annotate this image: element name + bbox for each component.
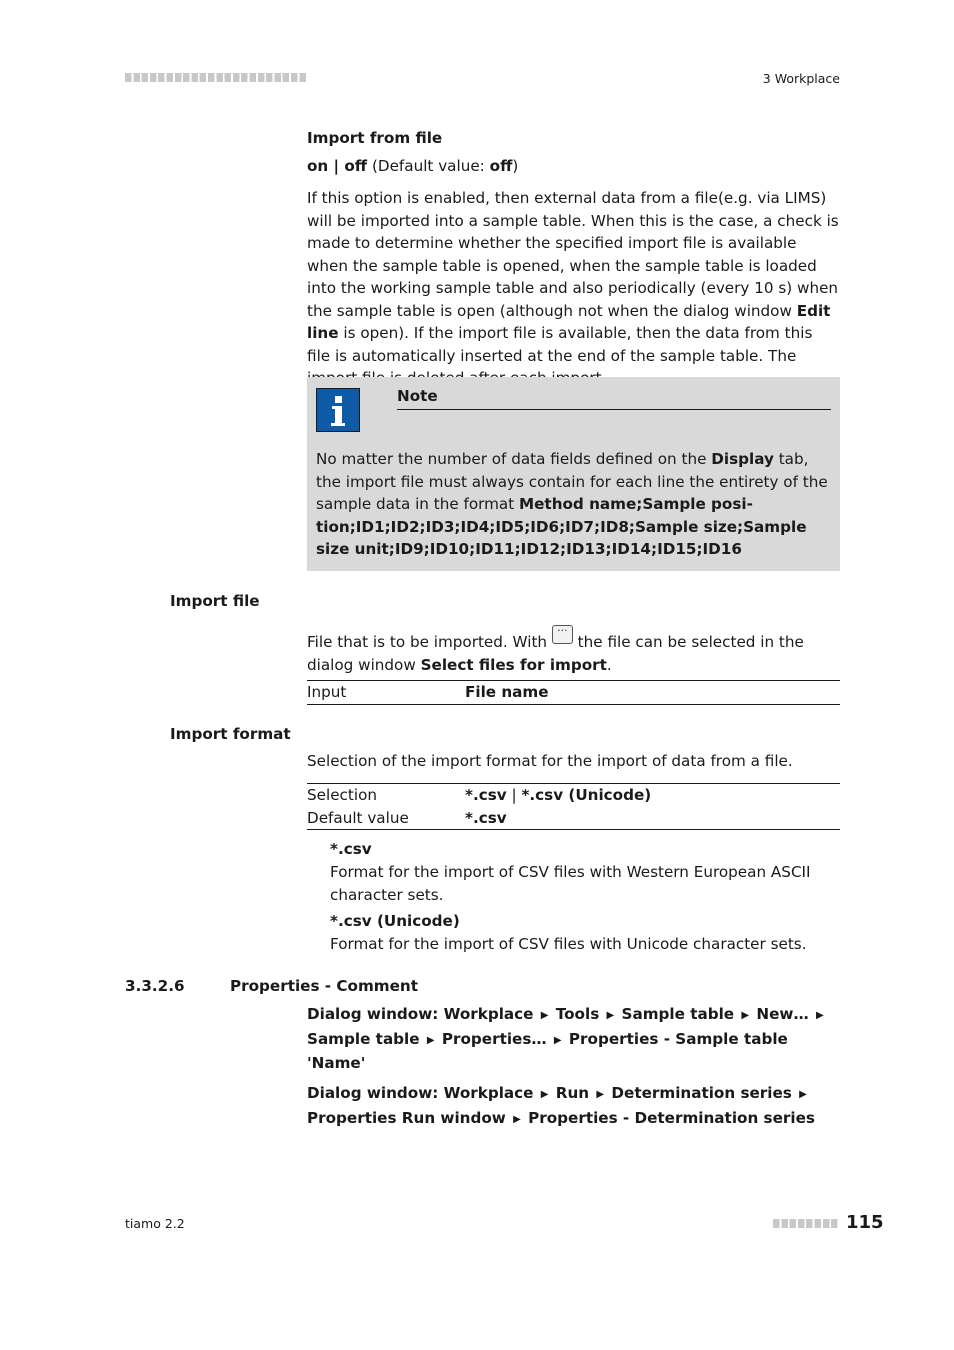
import-file-text: File that is to be imported. With xyxy=(307,633,552,651)
option-description: Format for the import of CSV files with Unicode character sets. xyxy=(330,935,807,953)
path-arrow-icon: ▶ xyxy=(513,1113,521,1125)
path-step: New… xyxy=(756,1005,809,1023)
path-step: Properties - Determination series xyxy=(528,1108,815,1127)
selection-option: *.csv (Unicode) xyxy=(521,786,652,804)
import-format-table xyxy=(307,783,840,830)
import-format-description: Selection of the import format for the import of data from a file. xyxy=(307,752,793,770)
import-file-text-cont: the file can be selected in the dialog window xyxy=(307,633,804,674)
path-arrow-icon: ▶ xyxy=(606,1010,615,1021)
table-row xyxy=(307,681,840,705)
path-arrow-icon: ▶ xyxy=(596,1089,605,1100)
path-arrow-icon: ▶ xyxy=(426,1034,435,1046)
path-step: Tools xyxy=(555,1005,600,1023)
path-arrow-icon: ▶ xyxy=(799,1089,807,1100)
default-prefix: (Default value: xyxy=(367,157,490,175)
path-arrow-icon: ▶ xyxy=(815,1010,824,1021)
select-files-term: Select files for import xyxy=(420,655,607,674)
table-value: File name xyxy=(465,683,549,701)
path-arrow-icon: ▶ xyxy=(540,1010,549,1021)
format-string: Method name;Sample position;ID1;ID2;ID3;ID4;ID5;ID6;ID7;ID8;Sample size;Sample size unit;ID9;ID10;ID11;ID12;ID13;ID14;ID15;ID16 xyxy=(316,495,807,558)
table-key: Selection xyxy=(307,786,377,804)
path-arrow-icon: ▶ xyxy=(741,1010,750,1021)
path-arrow-icon: ▶ xyxy=(553,1034,562,1046)
import-from-file-heading: Import from file xyxy=(307,129,443,147)
description-text: If this option is enabled, then external data from a file(e.g. via LIMS) will be imported into a sample table. When this is the case, a check is made to determine whether the specified import file is available when the sample table is opened, when the sample table is loaded into the working sample table and also periodically (every 10 s) when the sample table is open (although not when the dialog window xyxy=(307,189,839,320)
path-step: Run xyxy=(555,1084,590,1102)
section-number: 3.3.2.6 xyxy=(125,977,185,995)
note-text: No matter the number of data fields defined on the xyxy=(316,450,712,468)
import-file-text-end: . xyxy=(606,655,612,674)
selection-option: *.csv xyxy=(465,786,507,804)
display-term: Display xyxy=(711,450,774,468)
chapter-label: 3 Workplace xyxy=(762,71,840,86)
product-name: tiamo 2.2 xyxy=(125,1216,185,1231)
option-description: Format for the import of CSV files with Western European ASCII character sets. xyxy=(330,863,811,904)
path-step: Sample table xyxy=(307,1029,420,1048)
value-on: on xyxy=(307,157,329,175)
option-name: *.csv (Unicode) xyxy=(330,912,460,930)
import-file-heading: Import file xyxy=(170,592,260,610)
import-file-table xyxy=(307,680,840,705)
path-step: Properties… xyxy=(441,1029,547,1048)
header-decoration xyxy=(125,73,307,82)
path-arrow-icon: ▶ xyxy=(540,1089,549,1100)
path-step: Properties Run window xyxy=(307,1108,506,1127)
section-title: Properties - Comment xyxy=(230,977,419,995)
table-value: *.csv xyxy=(465,808,507,827)
table-row xyxy=(307,784,840,807)
footer-decoration xyxy=(773,1219,839,1228)
selection-separator: | xyxy=(506,786,522,804)
info-icon xyxy=(316,388,360,432)
path-step: Dialog window: Workplace xyxy=(307,1005,534,1023)
path-step: Sample table xyxy=(621,1005,735,1023)
note-title: Note xyxy=(397,385,831,410)
import-from-file-description xyxy=(307,187,840,390)
default-suffix: ) xyxy=(512,157,519,175)
import-format-heading: Import format xyxy=(170,725,291,743)
page-number: 115 xyxy=(846,1212,884,1233)
default-value: off xyxy=(489,157,513,175)
table-key: Default value xyxy=(307,808,409,827)
note-box xyxy=(307,377,840,571)
table-value xyxy=(465,784,840,807)
path-step: Determination series xyxy=(611,1084,792,1102)
option-name: *.csv xyxy=(330,840,372,858)
path-step: Dialog window: Workplace xyxy=(307,1084,534,1102)
value-off: off xyxy=(344,157,368,175)
browse-button[interactable] xyxy=(552,621,573,644)
table-row xyxy=(307,807,840,830)
dialog-path-2 xyxy=(307,1082,840,1131)
import-file-description xyxy=(307,621,840,676)
browse-button-label: ... xyxy=(557,621,568,634)
description-text-cont: is open). If the import file is available, then the data from this file is automatically inserted at the end of the sample table. The xyxy=(307,324,813,365)
edit-line-term: Edit line xyxy=(307,301,831,342)
value-separator: | xyxy=(328,157,345,175)
path-step: Properties - Sample table 'Name' xyxy=(307,1029,788,1072)
dialog-path-1 xyxy=(307,1003,840,1075)
import-from-file-values xyxy=(307,155,840,178)
table-key: Input xyxy=(307,683,347,701)
note-body xyxy=(316,448,832,561)
note-text-cont: tab, the import file must always contain for each line the entirety of the sample data in the format xyxy=(316,450,828,513)
